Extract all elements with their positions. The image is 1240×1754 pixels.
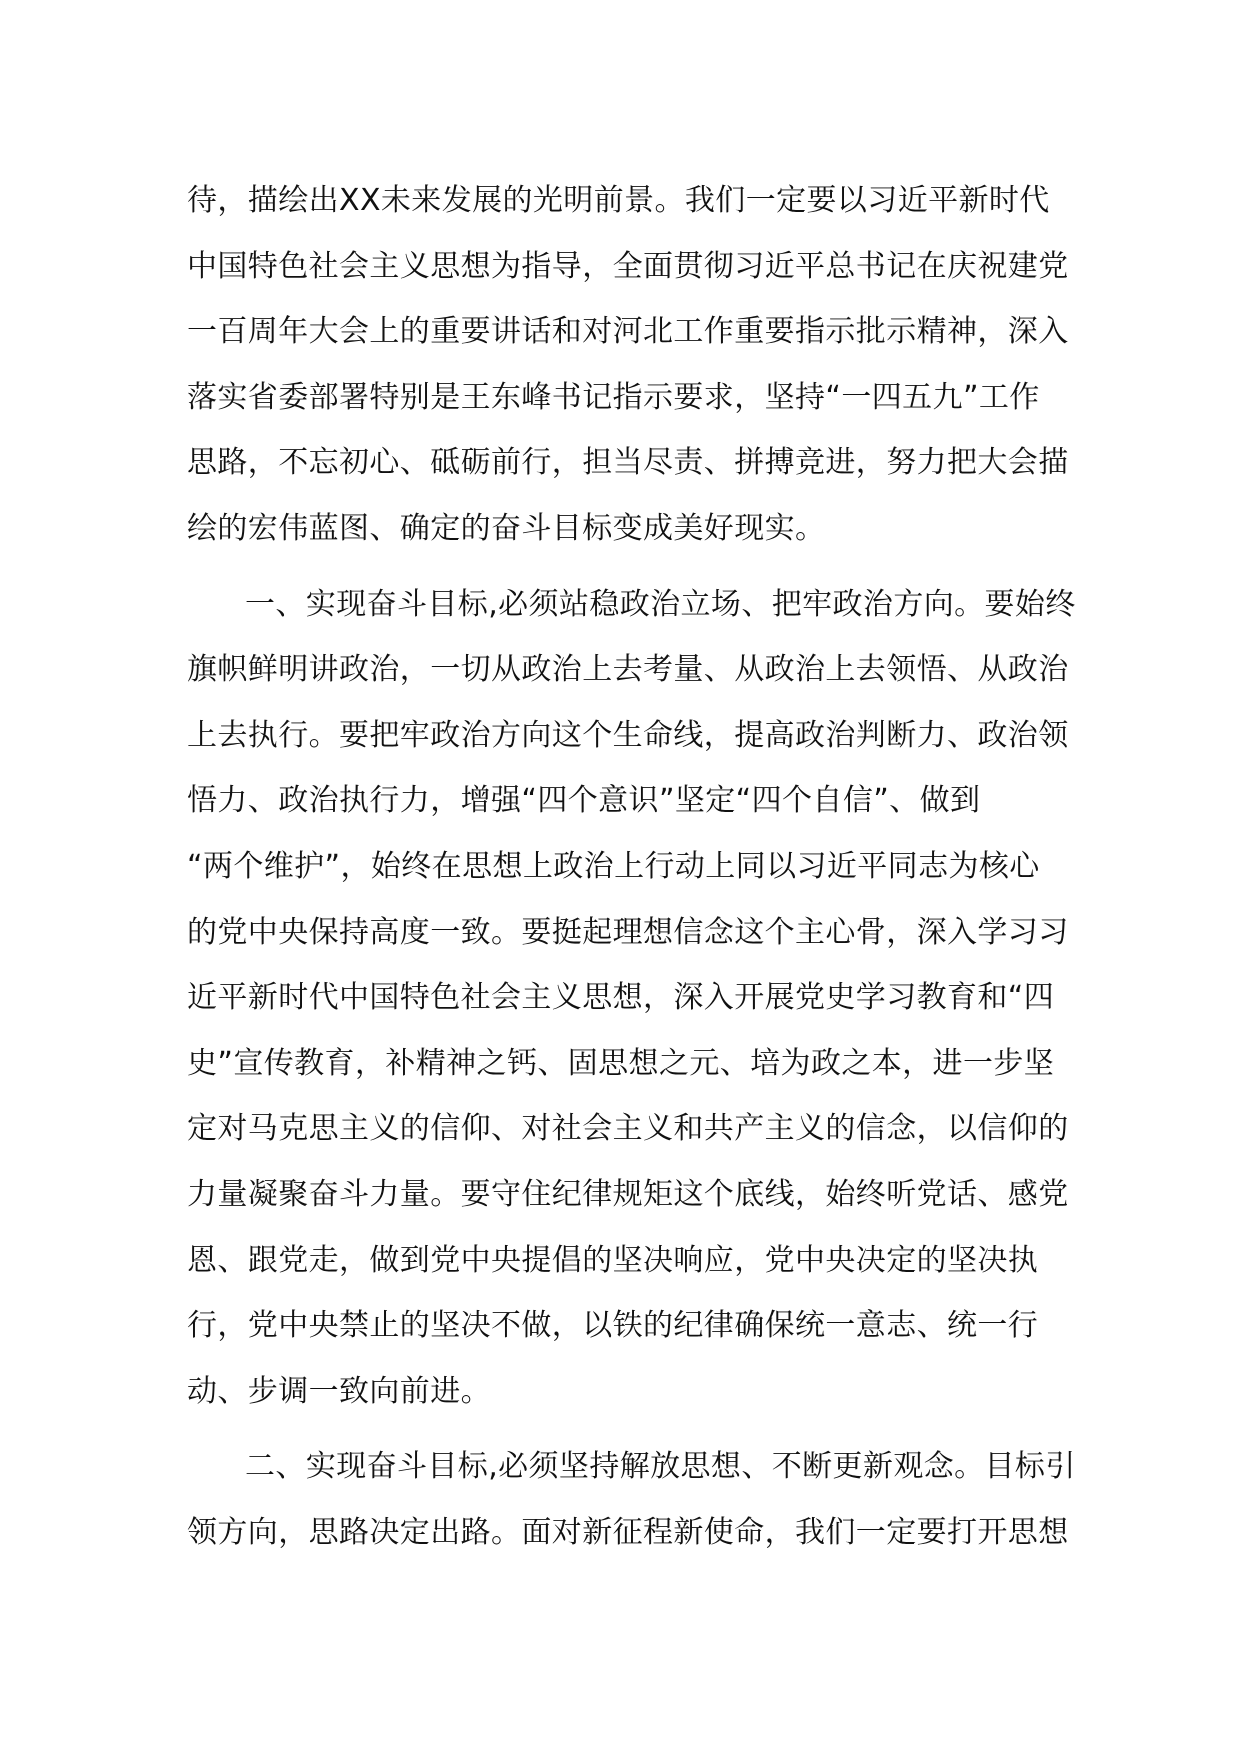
text-line: 待，描绘出XX未来发展的光明前景。我们一定要以习近平新时代 <box>187 183 1050 218</box>
text-line: 中国特色社会主义思想为指导，全面贯彻习近平总书记在庆祝建党 <box>187 248 1069 284</box>
text-line: “两个维护”，始终在思想上政治上行动上同以习近平同志为核心 <box>187 848 1040 884</box>
text-line: 旗帜鲜明讲政治，一切从政治上去考量、从政治上去领悟、从政治 <box>187 652 1069 688</box>
text-line: 二、实现奋斗目标,必须坚持解放思想、不断更新观念。目标引 <box>245 1449 1076 1485</box>
text-line: 恩、跟党走，做到党中央提倡的坚决响应，党中央决定的坚决执 <box>187 1242 1039 1278</box>
paragraph-gap <box>187 562 1057 572</box>
paragraph-1 <box>187 168 1069 562</box>
document-body <box>187 168 1076 1565</box>
text-line: 悟力、政治执行力，增强“四个意识”坚定“四个自信”、做到 <box>187 783 981 819</box>
text-line: 行，党中央禁止的坚决不做，以铁的纪律确保统一意志、统一行 <box>187 1308 1039 1344</box>
text-line: 思路，不忘初心、砥砺前行，担当尽责、拼搏竞进，努力把大会描 <box>187 445 1069 481</box>
paragraph-gap <box>187 1424 1057 1434</box>
paragraph-2 <box>187 572 1076 1425</box>
text-line: 绘的宏伟蓝图、确定的奋斗目标变成美好现实。 <box>187 510 826 546</box>
text-line: 史”宣传教育，补精神之钙、固思想之元、培为政之本，进一步坚 <box>187 1045 1055 1081</box>
text-line: 上去执行。要把牢政治方向这个生命线，提高政治判断力、政治领 <box>187 717 1069 753</box>
text-line: 动、步调一致向前进。 <box>187 1373 491 1409</box>
text-line: 一、实现奋斗目标,必须站稳政治立场、把牢政治方向。要始终 <box>245 586 1076 622</box>
text-line: 领方向，思路决定出路。面对新征程新使命，我们一定要打开思想 <box>187 1514 1069 1550</box>
text-line: 的党中央保持高度一致。要挺起理想信念这个主心骨，深入学习习 <box>187 914 1069 950</box>
text-line: 力量凝聚奋斗力量。要守住纪律规矩这个底线，始终听党话、感党 <box>187 1176 1069 1212</box>
paragraph-3 <box>187 1434 1076 1565</box>
text-line: 定对马克思主义的信仰、对社会主义和共产主义的信念，以信仰的 <box>187 1111 1069 1147</box>
text-line: 落实省委部署特别是王东峰书记指示要求，坚持“一四五九”工作 <box>187 379 1040 415</box>
text-line: 一百周年大会上的重要讲话和对河北工作重要指示批示精神，深入 <box>187 314 1069 350</box>
text-line: 近平新时代中国特色社会主义思想，深入开展党史学习教育和“四 <box>187 980 1055 1016</box>
